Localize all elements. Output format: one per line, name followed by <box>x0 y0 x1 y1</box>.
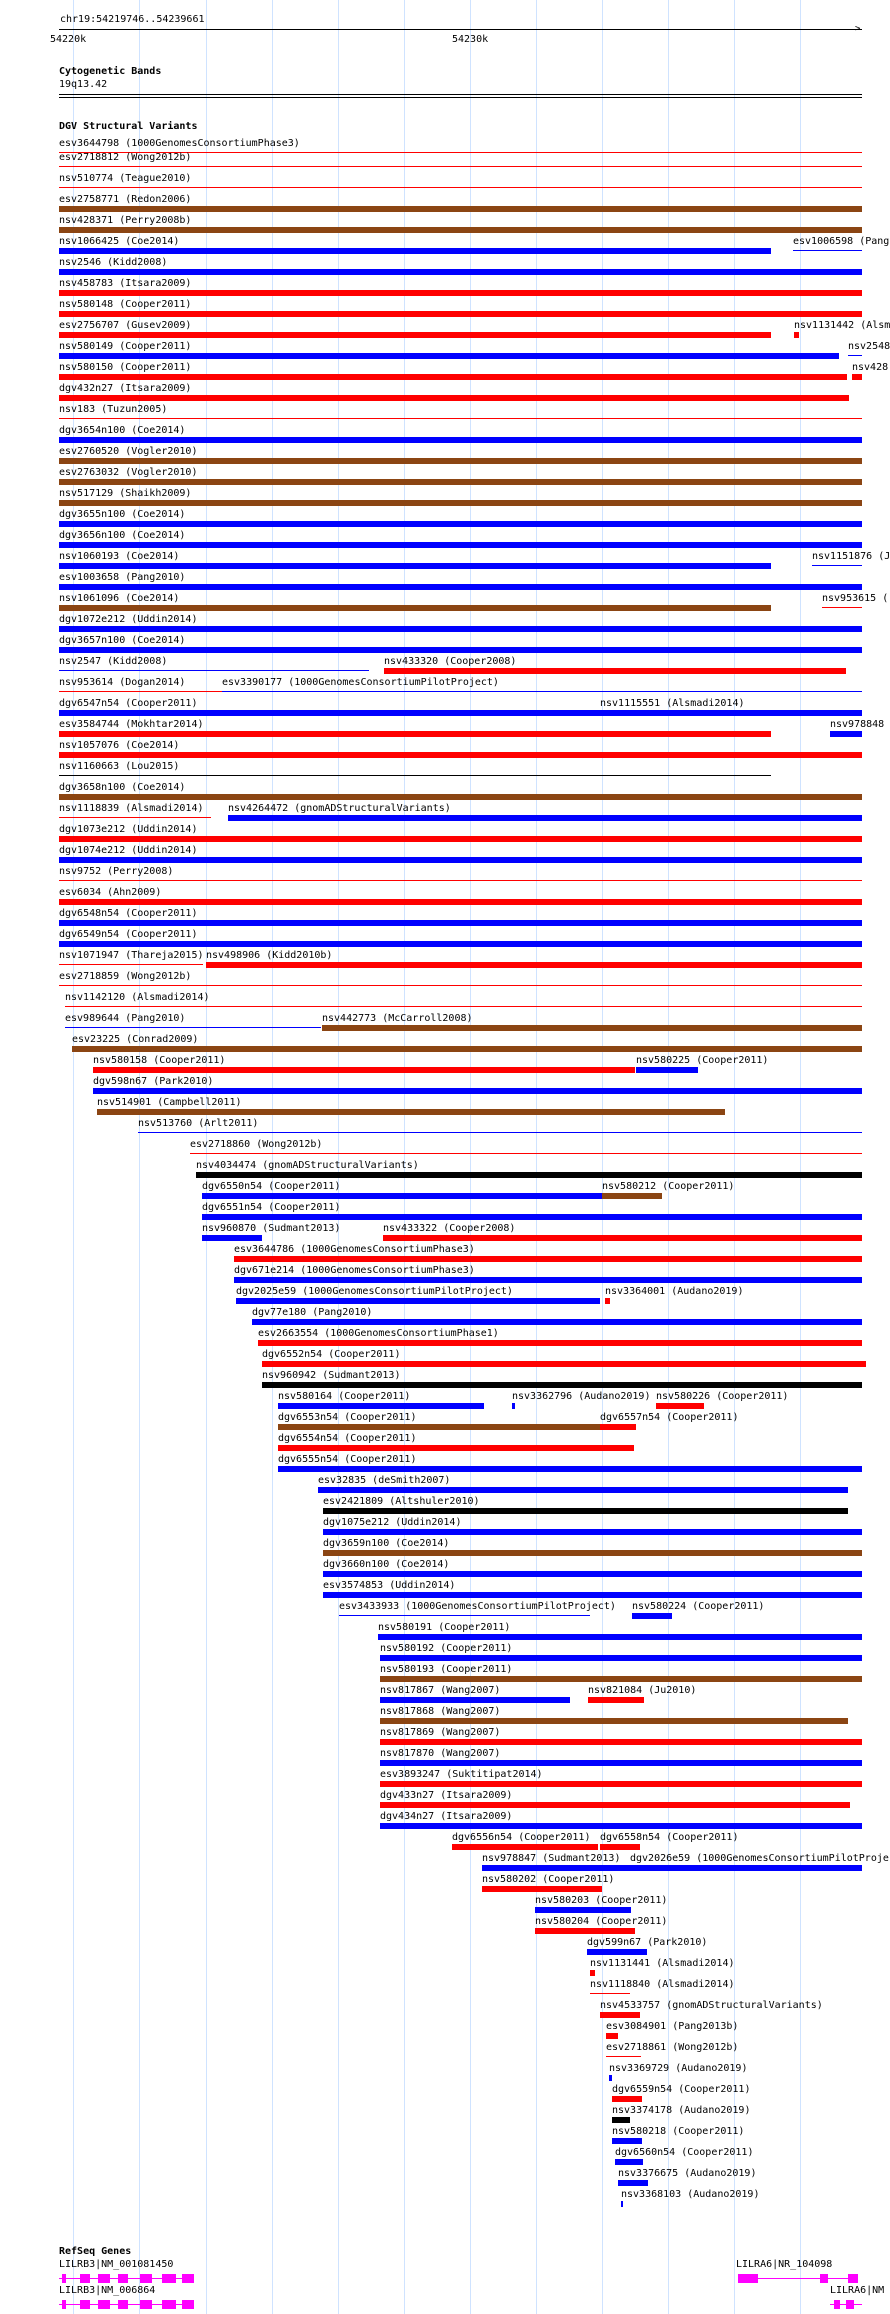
variant-label[interactable]: nsv1131441 (Alsmadi2014) <box>590 1958 735 1969</box>
variant-bar[interactable] <box>262 1361 866 1367</box>
variant-label[interactable]: dgv6551n54 (Cooper2011) <box>202 1202 341 1213</box>
grid-line <box>206 0 207 2314</box>
variant-label[interactable]: nsv1071947 (Thareja2015) <box>59 950 204 961</box>
gene-exon[interactable] <box>846 2300 854 2309</box>
variant-bar[interactable] <box>812 565 862 566</box>
variant-label[interactable]: nsv978847 (Sudmant2013) <box>482 1853 621 1864</box>
variant-label[interactable]: nsv580203 (Cooper2011) <box>535 1895 668 1906</box>
variant-label[interactable]: nsv433320 (Cooper2008) <box>384 656 517 667</box>
variant-label[interactable]: nsv510774 (Teague2010) <box>59 173 192 184</box>
variant-label[interactable]: nsv1131442 (Alsm <box>794 320 890 331</box>
grid-line <box>272 0 273 2314</box>
variant-label[interactable]: nsv1118839 (Alsmadi2014) <box>59 803 204 814</box>
variant-bar[interactable] <box>59 353 839 359</box>
variant-bar[interactable] <box>793 250 862 251</box>
dgv-track-title[interactable]: DGV Structural Variants <box>59 121 198 132</box>
variant-label[interactable]: esv23225 (Conrad2009) <box>72 1034 199 1045</box>
gene-exon[interactable] <box>80 2274 90 2283</box>
variant-label[interactable]: dgv598n67 (Park2010) <box>93 1076 214 1087</box>
ruler-tick-label: 54230k <box>452 34 489 45</box>
ruler-tick-label: 54220k <box>50 34 87 45</box>
gene-exon[interactable] <box>140 2300 152 2309</box>
variant-bar[interactable] <box>59 311 862 317</box>
variant-bar[interactable] <box>59 836 862 842</box>
gene-exon[interactable] <box>62 2300 66 2309</box>
variant-bar[interactable] <box>59 691 224 692</box>
variant-bar[interactable] <box>59 985 862 986</box>
variant-bar[interactable] <box>618 2180 648 2186</box>
variant-label[interactable]: esv2421809 (Altshuler2010) <box>323 1496 480 1507</box>
gene-label[interactable]: LILRB3|NM_001081450 <box>59 2259 174 2270</box>
variant-bar[interactable] <box>600 2012 640 2018</box>
variant-label[interactable]: esv1003658 (Pang2010) <box>59 572 186 583</box>
variant-bar[interactable] <box>830 731 862 737</box>
variant-label[interactable]: dgv1073e212 (Uddin2014) <box>59 824 198 835</box>
variant-label[interactable]: nsv1151876 (J <box>812 551 890 562</box>
variant-bar[interactable] <box>323 1508 848 1514</box>
variant-label[interactable]: nsv433322 (Cooper2008) <box>383 1223 516 1234</box>
variant-label[interactable]: nsv817869 (Wang2007) <box>380 1727 501 1738</box>
gene-exon[interactable] <box>98 2274 110 2283</box>
variant-label[interactable]: dgv6559n54 (Cooper2011) <box>612 2084 751 2095</box>
variant-bar[interactable] <box>380 1676 862 1682</box>
gene-exon[interactable] <box>118 2274 128 2283</box>
variant-label[interactable]: dgv3657n100 (Coe2014) <box>59 635 186 646</box>
variant-bar[interactable] <box>59 395 849 401</box>
variant-bar[interactable] <box>590 1970 595 1976</box>
gene-exon[interactable] <box>98 2300 110 2309</box>
gene-exon[interactable] <box>62 2274 66 2283</box>
variant-bar[interactable] <box>59 752 862 758</box>
variant-bar[interactable] <box>452 1844 598 1850</box>
variant-bar[interactable] <box>258 1340 862 1346</box>
variant-label[interactable]: nsv4533757 (gnomADStructuralVariants) <box>600 2000 823 2011</box>
variant-label[interactable]: nsv183 (Tuzun2005) <box>59 404 168 415</box>
gene-exon[interactable] <box>162 2274 176 2283</box>
variant-bar[interactable] <box>59 479 862 485</box>
variant-label[interactable]: dgv6549n54 (Cooper2011) <box>59 929 198 940</box>
variant-label[interactable]: nsv817867 (Wang2007) <box>380 1685 501 1696</box>
variant-bar[interactable] <box>535 1928 635 1934</box>
variant-label[interactable]: nsv953614 (Dogan2014) <box>59 677 186 688</box>
variant-label[interactable]: nsv960870 (Sudmant2013) <box>202 1223 341 1234</box>
variant-label[interactable]: nsv498906 (Kidd2010b) <box>206 950 333 961</box>
variant-label[interactable]: dgv3654n100 (Coe2014) <box>59 425 186 436</box>
variant-bar[interactable] <box>59 857 862 863</box>
variant-label[interactable]: nsv580224 (Cooper2011) <box>632 1601 765 1612</box>
variant-bar[interactable] <box>602 1193 662 1199</box>
variant-bar[interactable] <box>278 1403 484 1409</box>
variant-label[interactable]: nsv580218 (Cooper2011) <box>612 2126 745 2137</box>
variant-bar[interactable] <box>380 1802 850 1808</box>
variant-label[interactable]: esv3084901 (Pang2013b) <box>606 2021 739 2032</box>
gene-exon[interactable] <box>182 2274 194 2283</box>
variant-bar[interactable] <box>59 187 862 188</box>
variant-label[interactable]: esv2718861 (Wong2012b) <box>606 2042 739 2053</box>
variant-label[interactable]: nsv1061096 (Coe2014) <box>59 593 180 604</box>
variant-bar[interactable] <box>380 1760 862 1766</box>
variant-bar[interactable] <box>852 374 862 380</box>
variant-label[interactable]: nsv2548 <box>848 341 890 352</box>
variant-label[interactable]: dgv3659n100 (Coe2014) <box>323 1538 450 1549</box>
variant-label[interactable]: nsv4264472 (gnomADStructuralVariants) <box>228 803 451 814</box>
variant-label[interactable]: nsv953615 ( <box>822 593 889 604</box>
variant-bar[interactable] <box>206 962 862 968</box>
variant-bar[interactable] <box>59 437 862 443</box>
variant-bar[interactable] <box>59 880 862 881</box>
variant-bar[interactable] <box>138 1132 862 1133</box>
variant-bar[interactable] <box>59 227 862 233</box>
variant-label[interactable]: dgv6557n54 (Cooper2011) <box>600 1412 739 1423</box>
variant-label[interactable]: nsv1060193 (Coe2014) <box>59 551 180 562</box>
variant-label[interactable]: dgv3660n100 (Coe2014) <box>323 1559 450 1570</box>
variant-label[interactable]: nsv514901 (Campbell2011) <box>97 1097 242 1108</box>
variant-bar[interactable] <box>59 731 771 737</box>
variant-bar[interactable] <box>59 542 862 548</box>
variant-bar[interactable] <box>59 794 862 800</box>
variant-bar[interactable] <box>59 248 771 254</box>
variant-label[interactable]: esv3390177 (1000GenomesConsortiumPilotProject) <box>222 677 499 688</box>
variant-bar[interactable] <box>97 1109 725 1115</box>
gene-exon[interactable] <box>738 2274 758 2283</box>
variant-label[interactable]: dgv6558n54 (Cooper2011) <box>600 1832 739 1843</box>
variant-bar[interactable] <box>612 2117 630 2123</box>
variant-label[interactable]: nsv2546 (Kidd2008) <box>59 257 168 268</box>
variant-label[interactable]: esv2760520 (Vogler2010) <box>59 446 198 457</box>
variant-label[interactable]: dgv6555n54 (Cooper2011) <box>278 1454 417 1465</box>
variant-label[interactable]: nsv3369729 (Audano2019) <box>609 2063 748 2074</box>
variant-bar[interactable] <box>323 1550 862 1556</box>
variant-label[interactable]: nsv1057076 (Coe2014) <box>59 740 180 751</box>
variant-label[interactable]: dgv434n27 (Itsara2009) <box>380 1811 513 1822</box>
variant-bar[interactable] <box>202 1235 262 1241</box>
variant-bar[interactable] <box>196 1172 862 1178</box>
variant-bar[interactable] <box>278 1466 862 1472</box>
variant-bar[interactable] <box>318 1487 848 1493</box>
variant-bar[interactable] <box>606 2056 641 2057</box>
variant-bar[interactable] <box>636 1067 698 1073</box>
variant-label[interactable]: nsv580191 (Cooper2011) <box>378 1622 511 1633</box>
variant-bar[interactable] <box>59 710 862 716</box>
variant-label[interactable]: dgv2026e59 (1000GenomesConsortiumPilotProje <box>630 1853 889 1864</box>
variant-label[interactable]: dgv433n27 (Itsara2009) <box>380 1790 513 1801</box>
variant-bar[interactable] <box>656 1403 704 1409</box>
variant-bar[interactable] <box>59 166 862 167</box>
variant-label[interactable]: nsv2547 (Kidd2008) <box>59 656 168 667</box>
variant-label[interactable]: nsv580158 (Cooper2011) <box>93 1055 226 1066</box>
variant-bar[interactable] <box>59 521 862 527</box>
variant-label[interactable]: nsv517129 (Shaikh2009) <box>59 488 192 499</box>
gene-exon[interactable] <box>834 2300 840 2309</box>
variant-label[interactable]: esv3574853 (Uddin2014) <box>323 1580 456 1591</box>
variant-bar[interactable] <box>59 670 369 671</box>
variant-bar[interactable] <box>378 1634 862 1640</box>
gene-exon[interactable] <box>820 2274 828 2283</box>
variant-bar[interactable] <box>323 1571 862 1577</box>
variant-label[interactable]: dgv3656n100 (Coe2014) <box>59 530 186 541</box>
variant-label[interactable]: dgv6554n54 (Cooper2011) <box>278 1433 417 1444</box>
grid-line <box>338 0 339 2314</box>
gene-exon[interactable] <box>140 2274 152 2283</box>
variant-label[interactable]: esv3644798 (1000GenomesConsortiumPhase3) <box>59 138 300 149</box>
variant-bar[interactable] <box>612 2096 642 2102</box>
variant-label[interactable]: nsv580204 (Cooper2011) <box>535 1916 668 1927</box>
variant-label[interactable]: dgv6552n54 (Cooper2011) <box>262 1349 401 1360</box>
variant-label[interactable]: nsv428371 (Perry2008b) <box>59 215 192 226</box>
variant-bar[interactable] <box>339 1615 590 1616</box>
variant-bar[interactable] <box>190 1153 862 1154</box>
variant-label[interactable]: esv2718860 (Wong2012b) <box>190 1139 323 1150</box>
variant-label[interactable]: nsv580149 (Cooper2011) <box>59 341 192 352</box>
variant-bar[interactable] <box>323 1529 862 1535</box>
ruler-position-label: chr19:54219746..54239661 <box>60 14 205 25</box>
variant-label[interactable]: dgv6550n54 (Cooper2011) <box>202 1181 341 1192</box>
variant-bar[interactable] <box>202 1214 862 1220</box>
variant-bar[interactable] <box>822 607 862 608</box>
variant-label[interactable]: nsv1066425 (Coe2014) <box>59 236 180 247</box>
variant-label[interactable]: esv3893247 (Suktitipat2014) <box>380 1769 543 1780</box>
variant-label[interactable]: dgv6553n54 (Cooper2011) <box>278 1412 417 1423</box>
variant-label[interactable]: dgv3655n100 (Coe2014) <box>59 509 186 520</box>
variant-bar[interactable] <box>59 500 862 506</box>
variant-bar[interactable] <box>615 2159 643 2165</box>
cytoband-track-title[interactable]: Cytogenetic Bands <box>59 66 162 77</box>
ruler-axis <box>59 29 862 30</box>
gene-exon[interactable] <box>182 2300 194 2309</box>
variant-bar[interactable] <box>482 1886 602 1892</box>
variant-bar[interactable] <box>59 584 862 590</box>
variant-label[interactable]: nsv817868 (Wang2007) <box>380 1706 501 1717</box>
variant-bar[interactable] <box>59 647 862 653</box>
variant-label[interactable]: dgv1075e212 (Uddin2014) <box>323 1517 462 1528</box>
variant-bar[interactable] <box>630 1865 862 1871</box>
variant-label[interactable]: nsv3368103 (Audano2019) <box>621 2189 760 2200</box>
variant-label[interactable]: dgv432n27 (Itsara2009) <box>59 383 192 394</box>
variant-bar[interactable] <box>59 605 771 611</box>
variant-label[interactable]: esv2718859 (Wong2012b) <box>59 971 192 982</box>
variant-bar[interactable] <box>587 1949 647 1955</box>
variant-label[interactable]: esv32835 (deSmith2007) <box>318 1475 451 1486</box>
variant-label[interactable]: nsv1142120 (Alsmadi2014) <box>65 992 210 1003</box>
variant-label[interactable]: nsv580164 (Cooper2011) <box>278 1391 411 1402</box>
variant-label[interactable]: nsv1160663 (Lou2015) <box>59 761 180 772</box>
cytoband-line <box>59 94 862 95</box>
variant-label[interactable]: nsv580202 (Cooper2011) <box>482 1874 615 1885</box>
variant-label[interactable]: dgv1074e212 (Uddin2014) <box>59 845 198 856</box>
variant-label[interactable]: nsv428 <box>852 362 889 373</box>
variant-bar[interactable] <box>621 2201 623 2207</box>
variant-bar[interactable] <box>234 1277 862 1283</box>
grid-line <box>800 0 801 2314</box>
variant-bar[interactable] <box>59 206 862 212</box>
variant-label[interactable]: esv989644 (Pang2010) <box>65 1013 186 1024</box>
variant-bar[interactable] <box>65 1027 321 1028</box>
variant-bar[interactable] <box>323 1592 862 1598</box>
variant-bar[interactable] <box>59 775 771 776</box>
gene-label[interactable]: LILRB3|NM_006864 <box>59 2285 156 2296</box>
variant-bar[interactable] <box>59 418 862 419</box>
variant-label[interactable]: nsv3376675 (Audano2019) <box>618 2168 757 2179</box>
variant-bar[interactable] <box>600 712 862 713</box>
variant-label[interactable]: esv2763032 (Vogler2010) <box>59 467 198 478</box>
variant-bar[interactable] <box>59 964 203 965</box>
variant-bar[interactable] <box>848 355 862 356</box>
variant-bar[interactable] <box>612 2138 642 2144</box>
variant-label[interactable]: esv2718812 (Wong2012b) <box>59 152 192 163</box>
variant-bar[interactable] <box>59 626 862 632</box>
variant-bar[interactable] <box>59 269 862 275</box>
variant-label[interactable]: dgv6548n54 (Cooper2011) <box>59 908 198 919</box>
variant-bar[interactable] <box>236 1298 600 1304</box>
variant-label[interactable]: esv1006598 (Pang <box>793 236 890 247</box>
variant-label[interactable]: nsv580212 (Cooper2011) <box>602 1181 735 1192</box>
variant-label[interactable]: nsv9752 (Perry2008) <box>59 866 174 877</box>
variant-bar[interactable] <box>600 1844 640 1850</box>
variant-label[interactable]: nsv580226 (Cooper2011) <box>656 1391 789 1402</box>
variant-bar[interactable] <box>384 668 846 674</box>
variant-bar[interactable] <box>278 1424 600 1430</box>
variant-bar[interactable] <box>606 2033 618 2039</box>
variant-bar[interactable] <box>605 1298 610 1304</box>
variant-label[interactable]: nsv580193 (Cooper2011) <box>380 1664 513 1675</box>
variant-bar[interactable] <box>535 1907 631 1913</box>
variant-bar[interactable] <box>222 691 862 692</box>
variant-bar[interactable] <box>59 899 862 905</box>
variant-bar[interactable] <box>228 815 862 821</box>
variant-bar[interactable] <box>380 1697 570 1703</box>
gene-label[interactable]: LILRA6|NR_104098 <box>736 2259 833 2270</box>
variant-bar[interactable] <box>380 1781 862 1787</box>
variant-label[interactable]: dgv6560n54 (Cooper2011) <box>615 2147 754 2158</box>
variant-bar[interactable] <box>609 2075 612 2081</box>
variant-label[interactable]: nsv458783 (Itsara2009) <box>59 278 192 289</box>
variant-bar[interactable] <box>59 374 847 380</box>
variant-label[interactable]: nsv1115551 (Alsmadi2014) <box>600 698 745 709</box>
variant-label[interactable]: esv2663554 (1000GenomesConsortiumPhase1) <box>258 1328 499 1339</box>
variant-bar[interactable] <box>262 1382 862 1388</box>
variant-label[interactable]: dgv77e180 (Pang2010) <box>252 1307 373 1318</box>
variant-label[interactable]: nsv3362796 (Audano2019) <box>512 1391 651 1402</box>
cytoband-line <box>59 97 862 98</box>
ruler-arrow-icon: > <box>855 24 861 34</box>
variant-label[interactable]: dgv599n67 (Park2010) <box>587 1937 708 1948</box>
cytoband-name: 19q13.42 <box>59 79 108 90</box>
variant-bar[interactable] <box>72 1046 862 1052</box>
variant-label[interactable]: nsv513760 (Arlt2011) <box>138 1118 259 1129</box>
grid-line <box>536 0 537 2314</box>
variant-bar[interactable] <box>202 1193 602 1199</box>
variant-bar[interactable] <box>59 817 211 818</box>
variant-bar[interactable] <box>632 1613 672 1619</box>
gene-exon[interactable] <box>848 2274 858 2283</box>
variant-label[interactable]: nsv3374178 (Audano2019) <box>612 2105 751 2116</box>
variant-bar[interactable] <box>59 920 862 926</box>
variant-bar[interactable] <box>59 458 862 464</box>
variant-label[interactable]: esv3644786 (1000GenomesConsortiumPhase3) <box>234 1244 475 1255</box>
variant-label[interactable]: dgv1072e212 (Uddin2014) <box>59 614 198 625</box>
gene-exon[interactable] <box>80 2300 90 2309</box>
variant-bar[interactable] <box>93 1067 635 1073</box>
gene-exon[interactable] <box>162 2300 176 2309</box>
variant-label[interactable]: nsv580150 (Cooper2011) <box>59 362 192 373</box>
variant-bar[interactable] <box>383 1235 862 1241</box>
variant-label[interactable]: esv2756707 (Gusev2009) <box>59 320 192 331</box>
variant-label[interactable]: nsv580192 (Cooper2011) <box>380 1643 513 1654</box>
variant-label[interactable]: nsv580225 (Cooper2011) <box>636 1055 769 1066</box>
variant-bar[interactable] <box>59 332 771 338</box>
gene-exon[interactable] <box>118 2300 128 2309</box>
refseq-track-title[interactable]: RefSeq Genes <box>59 2246 132 2257</box>
variant-label[interactable]: esv2758771 (Redon2006) <box>59 194 192 205</box>
variant-bar[interactable] <box>600 1424 636 1430</box>
variant-bar[interactable] <box>234 1256 862 1262</box>
variant-bar[interactable] <box>252 1319 862 1325</box>
variant-label[interactable]: dgv2025e59 (1000GenomesConsortiumPilotProject) <box>236 1286 513 1297</box>
variant-label[interactable]: nsv3364001 (Audano2019) <box>605 1286 744 1297</box>
gene-label[interactable]: LILRA6|NM <box>830 2285 885 2296</box>
variant-label[interactable]: dgv6547n54 (Cooper2011) <box>59 698 198 709</box>
variant-bar[interactable] <box>59 563 771 569</box>
variant-label[interactable]: nsv442773 (McCarroll2008) <box>322 1013 473 1024</box>
variant-label[interactable]: esv6034 (Ahn2009) <box>59 887 162 898</box>
variant-label[interactable]: nsv817870 (Wang2007) <box>380 1748 501 1759</box>
variant-bar[interactable] <box>380 1718 848 1724</box>
variant-bar[interactable] <box>278 1445 634 1451</box>
variant-label[interactable]: esv3433933 (1000GenomesConsortiumPilotProject) <box>339 1601 616 1612</box>
variant-bar[interactable] <box>590 1993 630 1994</box>
variant-label[interactable]: esv3584744 (Mokhtar2014) <box>59 719 204 730</box>
grid-line <box>404 0 405 2314</box>
variant-label[interactable]: nsv960942 (Sudmant2013) <box>262 1370 401 1381</box>
variant-bar[interactable] <box>512 1403 515 1409</box>
variant-label[interactable]: nsv4034474 (gnomADStructuralVariants) <box>196 1160 419 1171</box>
variant-label[interactable]: nsv580148 (Cooper2011) <box>59 299 192 310</box>
variant-bar[interactable] <box>322 1025 862 1031</box>
variant-bar[interactable] <box>59 290 862 296</box>
variant-label[interactable]: dgv671e214 (1000GenomesConsortiumPhase3) <box>234 1265 475 1276</box>
variant-bar[interactable] <box>380 1655 862 1661</box>
variant-bar[interactable] <box>93 1088 862 1094</box>
variant-bar[interactable] <box>380 1823 862 1829</box>
grid-line <box>470 0 471 2314</box>
variant-label[interactable]: dgv3658n100 (Coe2014) <box>59 782 186 793</box>
variant-label[interactable]: nsv978848 <box>830 719 885 730</box>
variant-bar[interactable] <box>588 1697 644 1703</box>
variant-bar[interactable] <box>59 941 862 947</box>
variant-label[interactable]: nsv821084 (Ju2010) <box>588 1685 697 1696</box>
variant-bar[interactable] <box>794 332 799 338</box>
variant-label[interactable]: dgv6556n54 (Cooper2011) <box>452 1832 591 1843</box>
variant-bar[interactable] <box>380 1739 862 1745</box>
variant-bar[interactable] <box>482 1865 630 1871</box>
variant-bar[interactable] <box>65 1006 862 1007</box>
variant-label[interactable]: nsv1118840 (Alsmadi2014) <box>590 1979 735 1990</box>
